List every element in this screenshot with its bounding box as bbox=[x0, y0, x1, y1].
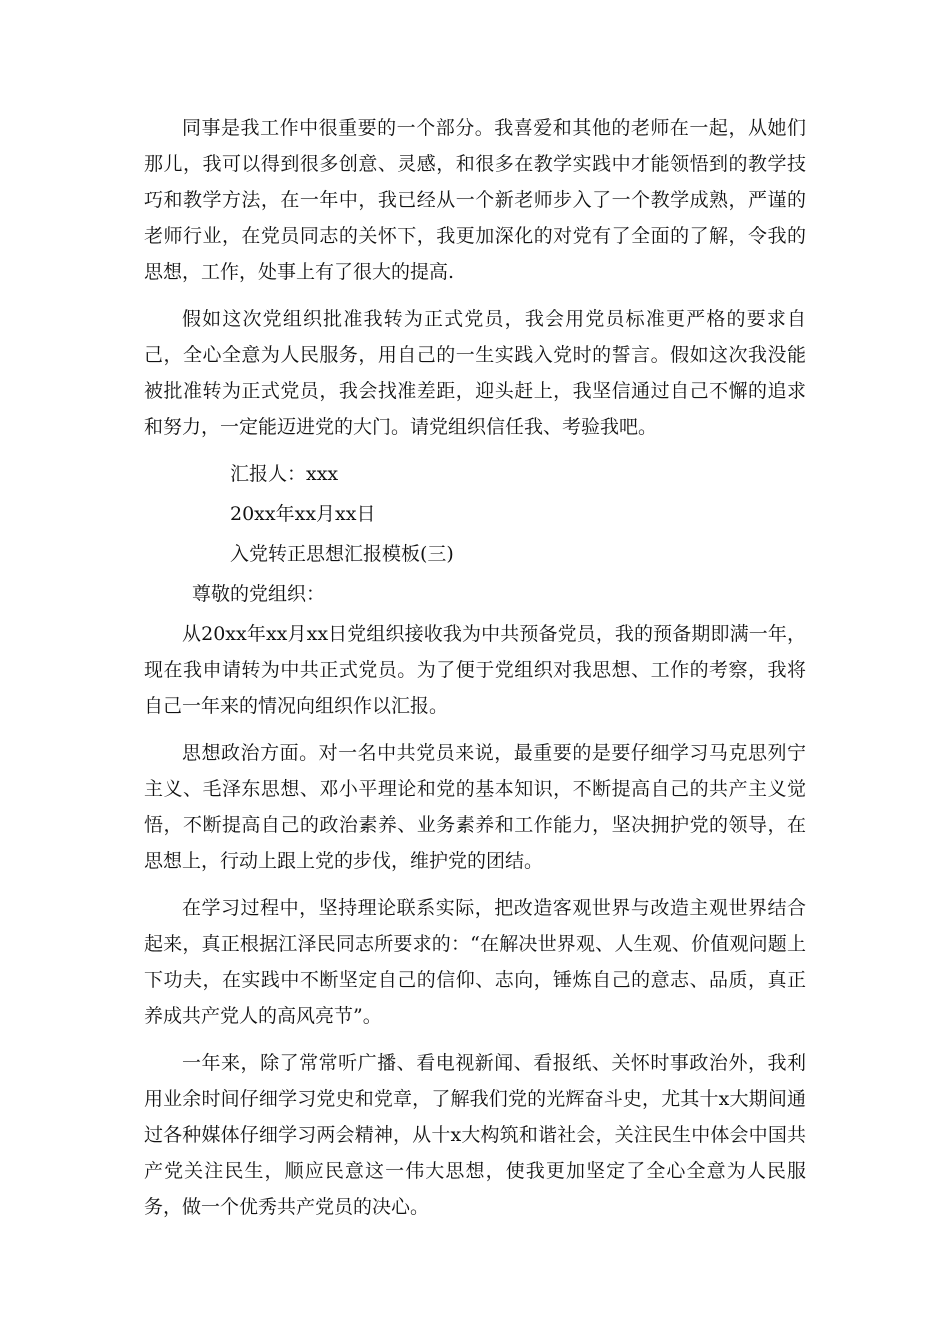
salutation: 尊敬的党组织： bbox=[192, 583, 326, 605]
date-line: 20xx年xx月xx日 bbox=[230, 503, 376, 525]
paragraph-intro: 从20xx年xx月xx日党组织接收我为中共预备党员，我的预备期即满一年，现在我申请转为中共正式党员。为了便于党组织对我思想、工作的考察，我将自己一年来的情况向组织作以汇报。 bbox=[144, 623, 806, 717]
paragraph-study: 在学习过程中，坚持理论联系实际，把改造客观世界与改造主观世界结合起来，真正根据江泽民同志所要求的：“在解决世界观、人生观、价值观问题上下功夫，在实践中不断坚定自己的信仰、志向，锤炼自己的意志、品质，真正养成共产党人的高风亮节”。 bbox=[144, 897, 806, 1027]
paragraph-politics: 思想政治方面。对一名中共党员来说，最重要的是要仔细学习马克思列宁主义、毛泽东思想、邓小平理论和党的基本知识，不断提高自己的共产主义觉悟，不断提高自己的政治素养、业务素养和工作能力，坚决拥护党的领导，在思想上，行动上跟上党的步伐，维护党的团结。 bbox=[144, 742, 806, 872]
paragraph-pledge: 假如这次党组织批准我转为正式党员，我会用党员标准更严格的要求自己，全心全意为人民服务，用自己的一生实践入党时的誓言。假如这次我没能被批准转为正式党员，我会找准差距，迎头赶上，我坚信通过自己不懈的追求和努力，一定能迈进党的大门。请党组织信任我、考验我吧。 bbox=[144, 308, 806, 438]
paragraph-year: 一年来，除了常常听广播、看电视新闻、看报纸、关怀时事政治外，我利用业余时间仔细学习党史和党章，了解我们党的光辉奋斗史，尤其十x大期间通过各种媒体仔细学习两会精神，从十x大构筑和谐社会，关注民生中体会中国共产党关注民生，顺应民意这一伟大思想，使我更加坚定了全心全意为人民服务，做一个优秀共产党员的决心。 bbox=[144, 1052, 806, 1218]
reporter-line: 汇报人：xxx bbox=[230, 463, 339, 485]
template-title: 入党转正思想汇报模板(三) bbox=[230, 543, 454, 565]
document-page bbox=[144, 110, 806, 1236]
paragraph-colleagues: 同事是我工作中很重要的一个部分。我喜爱和其他的老师在一起，从她们那儿，我可以得到很多创意、灵感，和很多在教学实践中才能领悟到的教学技巧和教学方法，在一年中，我已经从一个新老师步入了一个教学成熟，严谨的老师行业，在党员同志的关怀下，我更加深化的对党有了全面的了解，令我的思想，工作，处事上有了很大的提高. bbox=[144, 117, 806, 283]
